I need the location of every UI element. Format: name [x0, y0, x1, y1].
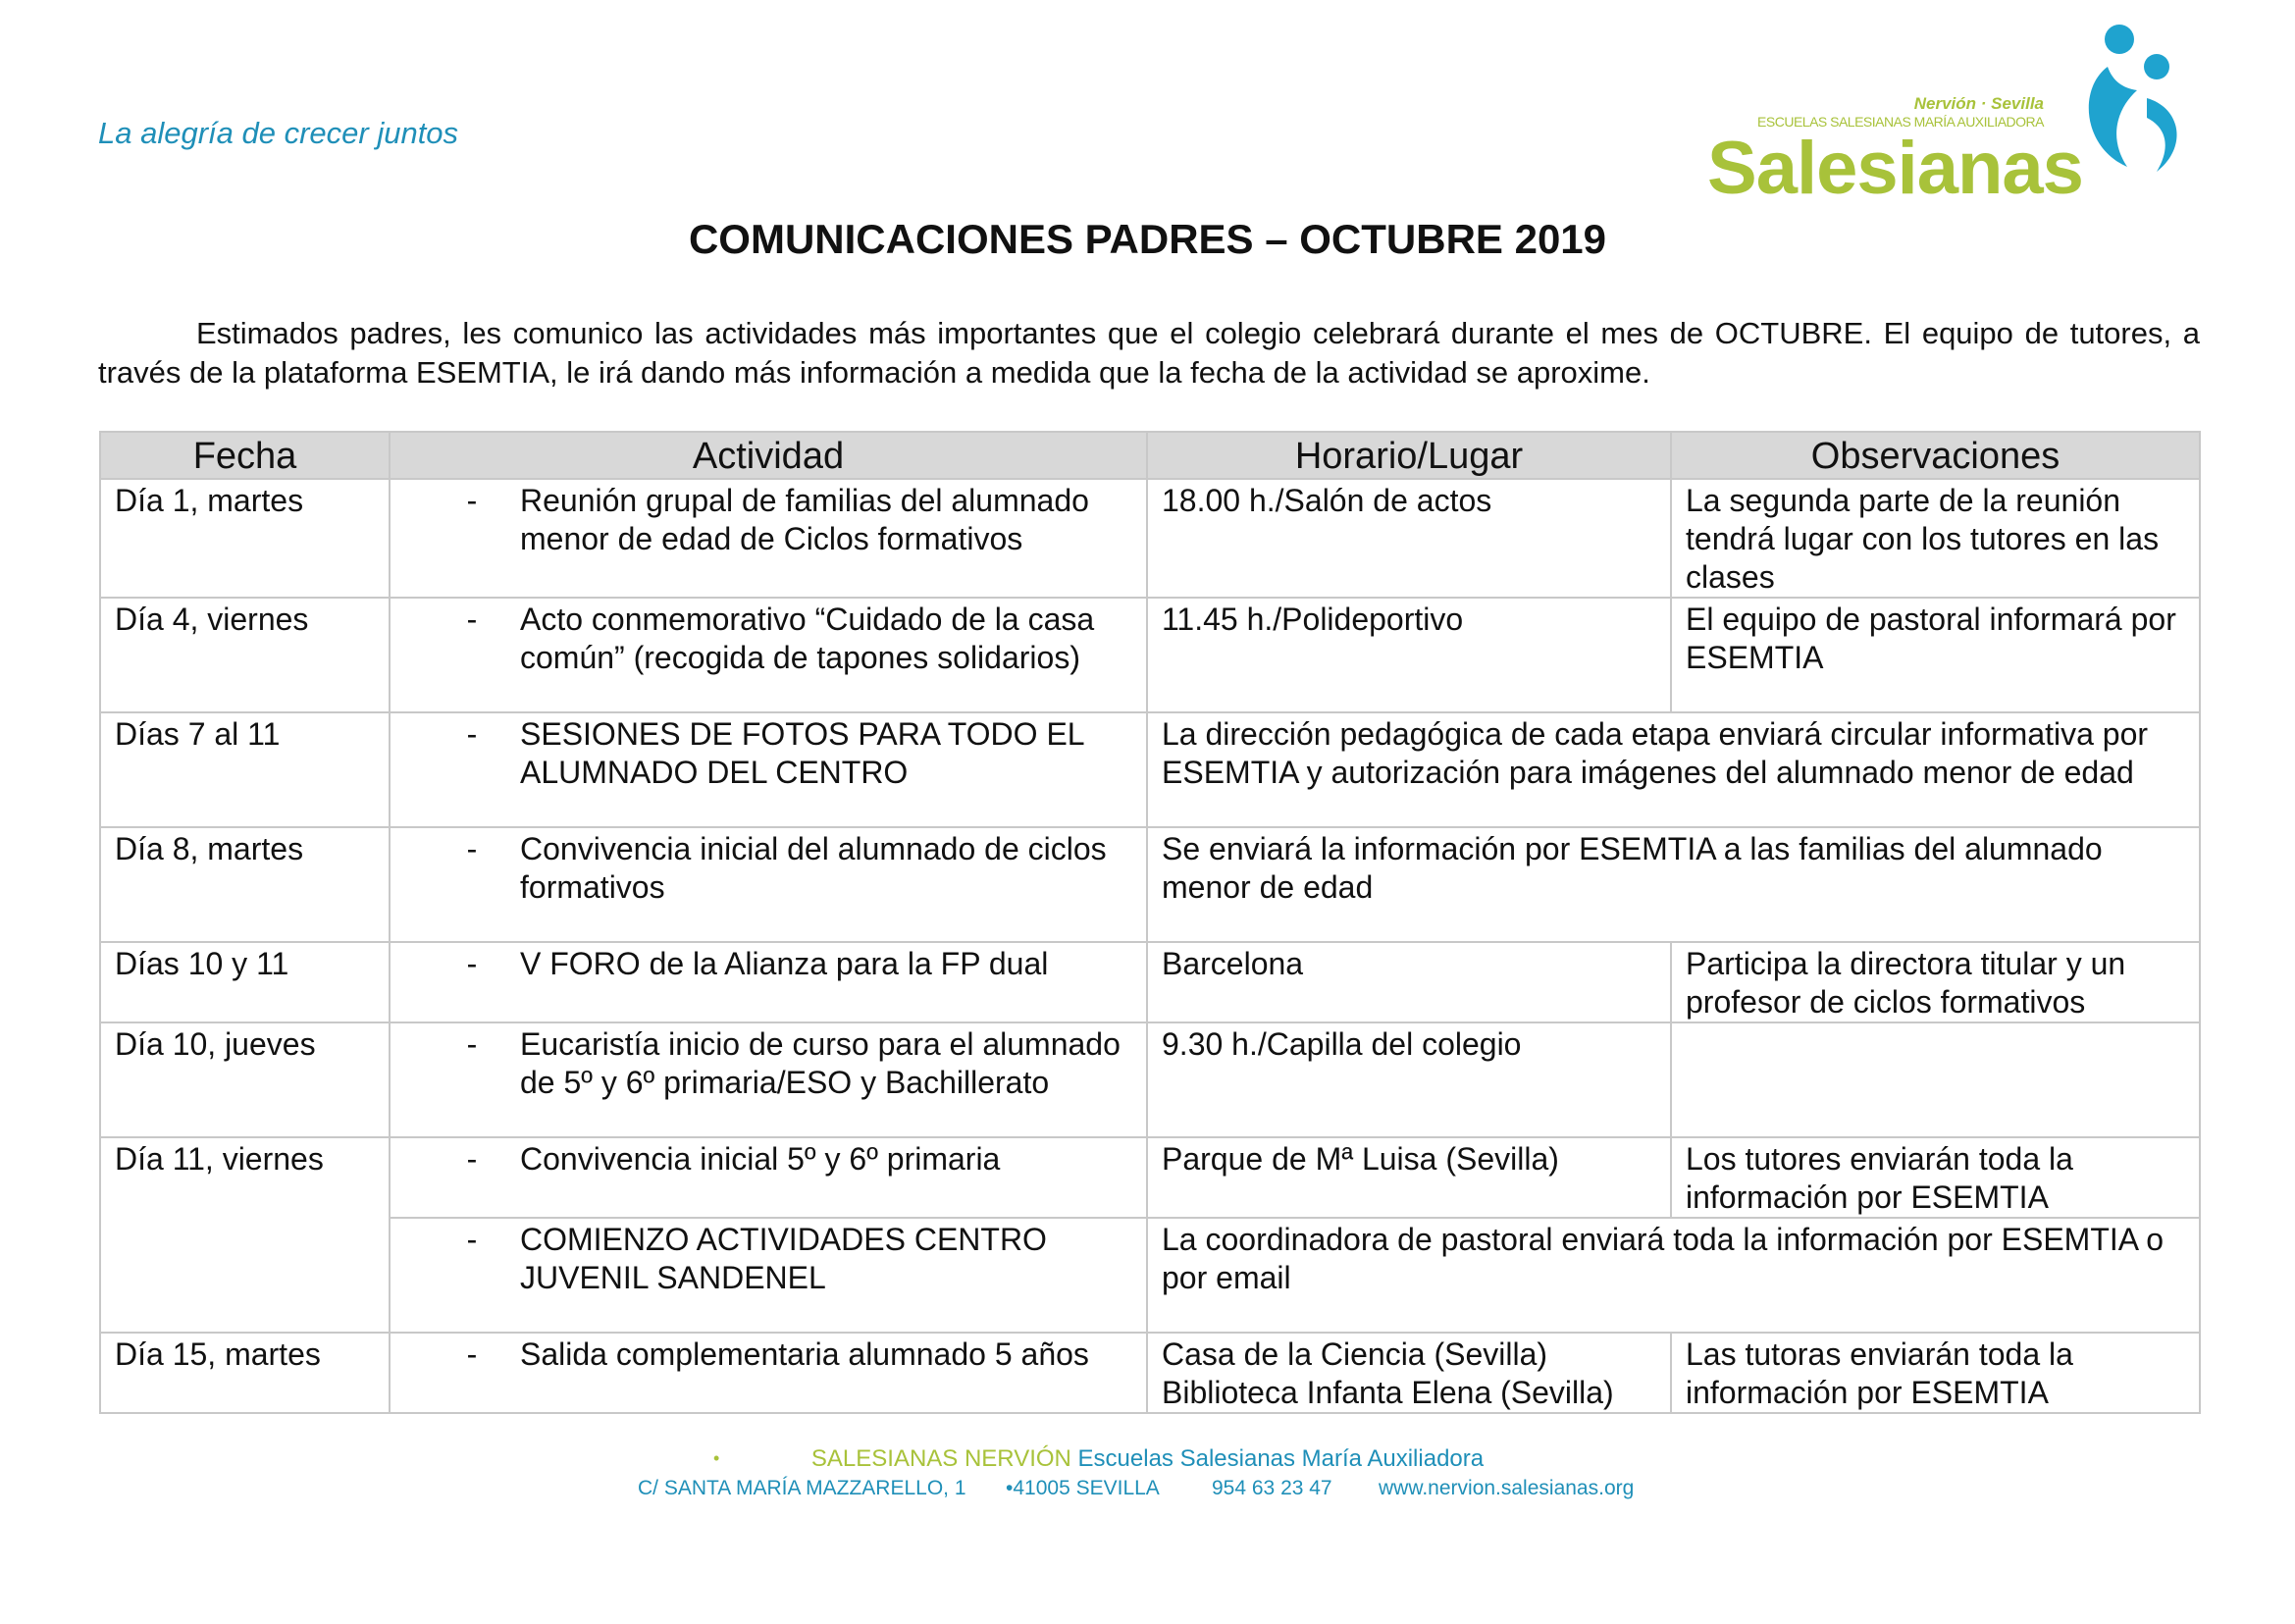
footer-web-link[interactable]: www.nervion.salesianas.org [1379, 1477, 1635, 1499]
footer-line-1 [0, 1445, 2295, 1473]
actividad-text: Convivencia inicial 5º y 6º primaria [520, 1141, 1001, 1177]
cell-horario: 9.30 h./Capilla del colegio [1147, 1022, 1671, 1137]
header-observaciones: Observaciones [1671, 432, 2200, 479]
table-row [100, 827, 2200, 942]
tagline: La alegría de crecer juntos [98, 116, 459, 150]
cell-horario: 18.00 h./Salón de actos [1147, 479, 1671, 598]
cell-fecha: Día 11, viernes [100, 1137, 390, 1333]
salesianas-logo [1705, 20, 2196, 210]
cell-fecha: Día 15, martes [100, 1333, 390, 1413]
cell-horario: Barcelona [1147, 942, 1671, 1022]
cell-fecha: Día 8, martes [100, 827, 390, 942]
intro-paragraph: Estimados padres, les comunico las actividades más importantes que el colegio celebrará durante el mes de OCTUBRE. El equipo de tutores, a través de la plataforma ESEMTIA, le irá dando más información a medida que la fecha de la actividad se aproxime. [98, 316, 2200, 390]
actividad-text: Eucaristía inicio de curso para el alumnado de 5º y 6º primaria/ESO y Bachillerato [520, 1026, 1121, 1100]
footer-address: C/ SANTA MARÍA MAZZARELLO, 1 [638, 1477, 966, 1499]
header-fecha: Fecha [100, 432, 390, 479]
cell-fecha: Día 1, martes [100, 479, 390, 598]
cell-fecha: Día 4, viernes [100, 598, 390, 712]
cell-actividad [390, 712, 1147, 827]
cell-horario: 11.45 h./Polideportivo [1147, 598, 1671, 712]
footer-bullet: • [713, 1448, 720, 1468]
actividad-text: COMIENZO ACTIVIDADES CENTRO JUVENIL SANDENEL [520, 1222, 1047, 1295]
cell-fecha: Días 7 al 11 [100, 712, 390, 827]
cell-horario: Parque de Mª Luisa (Sevilla) [1147, 1137, 1671, 1218]
bullet-dash: - [466, 716, 478, 752]
cell-observaciones: El equipo de pastoral informará por ESEMTIA [1671, 598, 2200, 712]
logo-figure-icon [2078, 20, 2196, 182]
cell-horario [1147, 1333, 1671, 1413]
bullet-dash: - [466, 1026, 478, 1062]
cell-merged-info: Se enviará la información por ESEMTIA a las familias del alumnado menor de edad [1147, 827, 2200, 942]
cell-observaciones [1671, 1022, 2200, 1137]
actividad-text: V FORO de la Alianza para la FP dual [520, 946, 1049, 981]
cell-observaciones: Los tutores enviarán toda la información por ESEMTIA [1671, 1137, 2200, 1218]
footer-org: SALESIANAS NERVIÓN [810, 1445, 1071, 1472]
cell-fecha: Día 10, jueves [100, 1022, 390, 1137]
bullet-dash: - [466, 1141, 478, 1177]
table-header-row [100, 432, 2200, 479]
table-row [100, 1137, 2200, 1218]
cell-actividad [390, 1333, 1147, 1413]
actividad-text: SESIONES DE FOTOS PARA TODO EL ALUMNADO DEL CENTRO [520, 716, 1084, 790]
bullet-dash: - [466, 602, 478, 637]
bullet-dash: - [466, 1222, 478, 1257]
cell-actividad [390, 598, 1147, 712]
cell-observaciones: La segunda parte de la reunión tendrá lugar con los tutores en las clases [1671, 479, 2200, 598]
actividad-text: Salida complementaria alumnado 5 años [520, 1336, 1089, 1372]
footer-school: Escuelas Salesianas María Auxiliadora [1077, 1445, 1485, 1472]
bullet-dash: - [466, 483, 478, 518]
table-row [100, 712, 2200, 827]
actividad-text: Reunión grupal de familias del alumnado menor de edad de Ciclos formativos [520, 483, 1089, 556]
cell-merged-info: La coordinadora de pastoral enviará toda la información por ESEMTIA o por email [1147, 1218, 2200, 1333]
header-actividad: Actividad [390, 432, 1147, 479]
cell-fecha: Días 10 y 11 [100, 942, 390, 1022]
table-row [100, 1333, 2200, 1413]
logo-location: Nervión · Sevilla [1913, 94, 2044, 113]
footer-city: •41005 SEVILLA [1006, 1477, 1160, 1499]
table-row [100, 479, 2200, 598]
table-row [100, 1218, 2200, 1333]
cell-actividad [390, 1022, 1147, 1137]
footer-phone: 954 63 23 47 [1212, 1477, 1332, 1499]
cell-actividad [390, 1218, 1147, 1333]
bullet-dash: - [466, 946, 478, 981]
header-horario: Horario/Lugar [1147, 432, 1671, 479]
cell-observaciones: Las tutoras enviarán toda la información por ESEMTIA [1671, 1333, 2200, 1413]
table-row [100, 598, 2200, 712]
cell-actividad [390, 479, 1147, 598]
logo-wordmark: Salesianas [1707, 127, 2083, 210]
table-row [100, 1022, 2200, 1137]
horario-line: Biblioteca Infanta Elena (Sevilla) [1162, 1375, 1614, 1410]
cell-merged-info: La dirección pedagógica de cada etapa enviará circular informativa por ESEMTIA y autorización para imágenes del alumnado menor de edad [1147, 712, 2200, 827]
actividad-text: Convivencia inicial del alumnado de ciclos formativos [520, 831, 1107, 905]
bullet-dash: - [466, 831, 478, 866]
cell-actividad [390, 942, 1147, 1022]
actividad-text: Acto conmemorativo “Cuidado de la casa común” (recogida de tapones solidarios) [520, 602, 1095, 675]
cell-actividad [390, 1137, 1147, 1218]
logo-subtitle: ESCUELAS SALESIANAS MARÍA AUXILIADORA [1757, 114, 2044, 130]
page-title: COMUNICACIONES PADRES – OCTUBRE 2019 [688, 216, 1607, 262]
cell-actividad [390, 827, 1147, 942]
cell-observaciones: Participa la directora titular y un profesor de ciclos formativos [1671, 942, 2200, 1022]
bullet-dash: - [466, 1336, 478, 1372]
table-row [100, 942, 2200, 1022]
schedule-table [99, 431, 2201, 1414]
horario-line: Casa de la Ciencia (Sevilla) [1162, 1336, 1548, 1372]
